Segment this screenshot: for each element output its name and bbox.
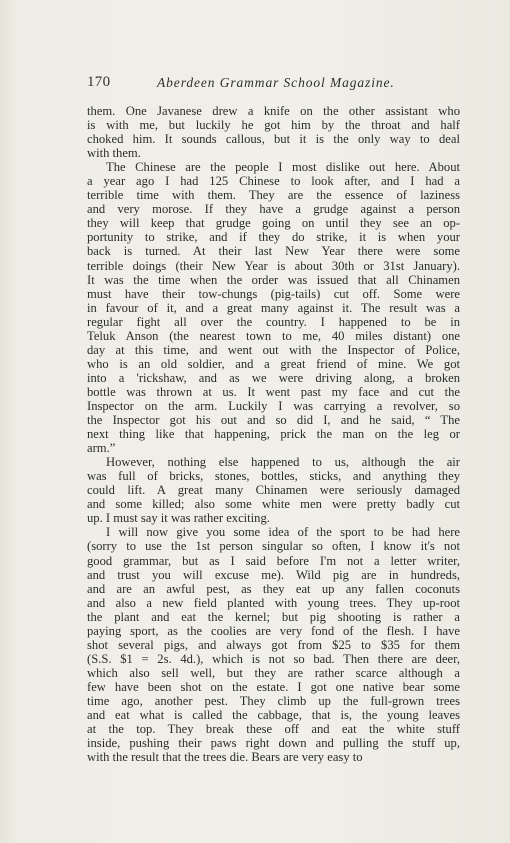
text-line: and are an awful pest, as they eat up any fallen coconuts (87, 581, 460, 596)
text-line: terrible doings (their New Year is about 30th or 31st January). (87, 258, 460, 273)
text-line: good grammar, but as I said before I'm not a letter writer, (87, 553, 460, 568)
text-line: the plant and eat the kernel; but pig shooting is rather a (87, 609, 460, 624)
text-line: terrible time with them. They are the essence of laziness (87, 188, 460, 203)
text-line: next thing like that happening, prick the man on the leg or (87, 427, 460, 442)
paragraph (87, 104, 460, 160)
page-number: 170 (87, 74, 111, 90)
text-line: (S.S. $1 = 2s. 4d.), which is not so bad. Then there are deer, (87, 651, 460, 666)
text-line: shot several pigs, and always got from $25 to $35 for them (87, 637, 460, 652)
text-line: paying sport, as the coolies are very fond of the flesh. I have (87, 623, 460, 638)
text-line: Inspector on the arm. Luckily I was carrying a revolver, so (87, 398, 460, 413)
text-line: must have their tow-chungs (pig-tails) cut off. Some were (87, 286, 460, 301)
text-line: portunity to strike, and if they do strike, it is when your (87, 230, 460, 245)
text-line: I will now give you some idea of the sport to be had here (106, 525, 460, 540)
text-line: was full of bricks, stones, bottles, sticks, and anything they (87, 469, 460, 484)
text-line: a year ago I had 125 Chinese to look after, and I had a (87, 174, 460, 189)
text-line: The Chinese are the people I most dislike out here. About (106, 160, 460, 175)
text-line: inside, pushing their paws right down and pulling the stuff up, (87, 736, 460, 751)
text-line: and very morose. If they have a grudge against a person (87, 202, 460, 217)
text-line: who is an old soldier, and a great friend of mine. We got (87, 356, 460, 371)
text-line: the Inspector got his out and so did I, and he said, “ The (87, 413, 460, 428)
text-line: could lift. A great many Chinamen were seriously damaged (87, 483, 460, 498)
text-line: day at this time, and went out with the Inspector of Police, (87, 342, 460, 357)
text-line: at the top. They break these off and eat the white stuff (87, 722, 460, 737)
page-header (87, 74, 463, 94)
text-line: with the result that the trees die. Bears are very easy to (87, 750, 363, 765)
paragraph (87, 160, 460, 455)
paragraph (87, 455, 460, 525)
text-line: and also a new field planted with young trees. They up-root (87, 595, 460, 610)
text-line: However, nothing else happened to us, although the air (106, 455, 460, 470)
text-line: regular fight all over the country. I happened to be in (87, 314, 460, 329)
text-line: them. One Javanese drew a knife on the other assistant who (87, 104, 460, 118)
text-line: up. I must say it was rather exciting. (87, 511, 270, 526)
text-line: (sorry to use the 1st person singular so often, I know it's not (87, 539, 460, 554)
text-line: with them. (87, 146, 141, 161)
text-line: few have been shot on the estate. I got one native bear some (87, 679, 460, 694)
text-line: time ago, another pest. They climb up the full-grown trees (87, 693, 460, 708)
text-line: choked him. It sounds callous, but it is the only way to deal (87, 132, 460, 147)
text-line: and some killed; also some white men were pretty badly cut (87, 497, 460, 512)
text-line: back is turned. At their last New Year there were some (87, 244, 460, 259)
text-line: It was the time when the order was issued that all Chinamen (87, 272, 460, 287)
text-line: which also sell well, but they are rather scarce although a (87, 665, 460, 680)
text-line: in favour of it, and a great many against it. The result was a (87, 300, 460, 315)
body-text (87, 104, 460, 764)
text-line: bottle was thrown at us. It went past my face and cut the (87, 384, 460, 399)
text-line: Teluk Anson (the nearest town to me, 40 miles distant) one (87, 328, 460, 343)
text-line: and eat what is called the cabbage, that is, the young leaves (87, 708, 460, 723)
text-line: they will keep that grudge going on until they see an op- (87, 216, 460, 231)
text-line: is with me, but luckily he got him by the throat and half (87, 118, 460, 133)
running-title: Aberdeen Grammar School Magazine. (157, 75, 395, 90)
text-line: and trust you will excuse me). Wild pig are in hundreds, (87, 567, 460, 582)
text-line: arm.” (87, 441, 116, 456)
text-line: into a 'rickshaw, and as we were driving along, a broken (87, 370, 460, 385)
paragraph (87, 525, 460, 764)
